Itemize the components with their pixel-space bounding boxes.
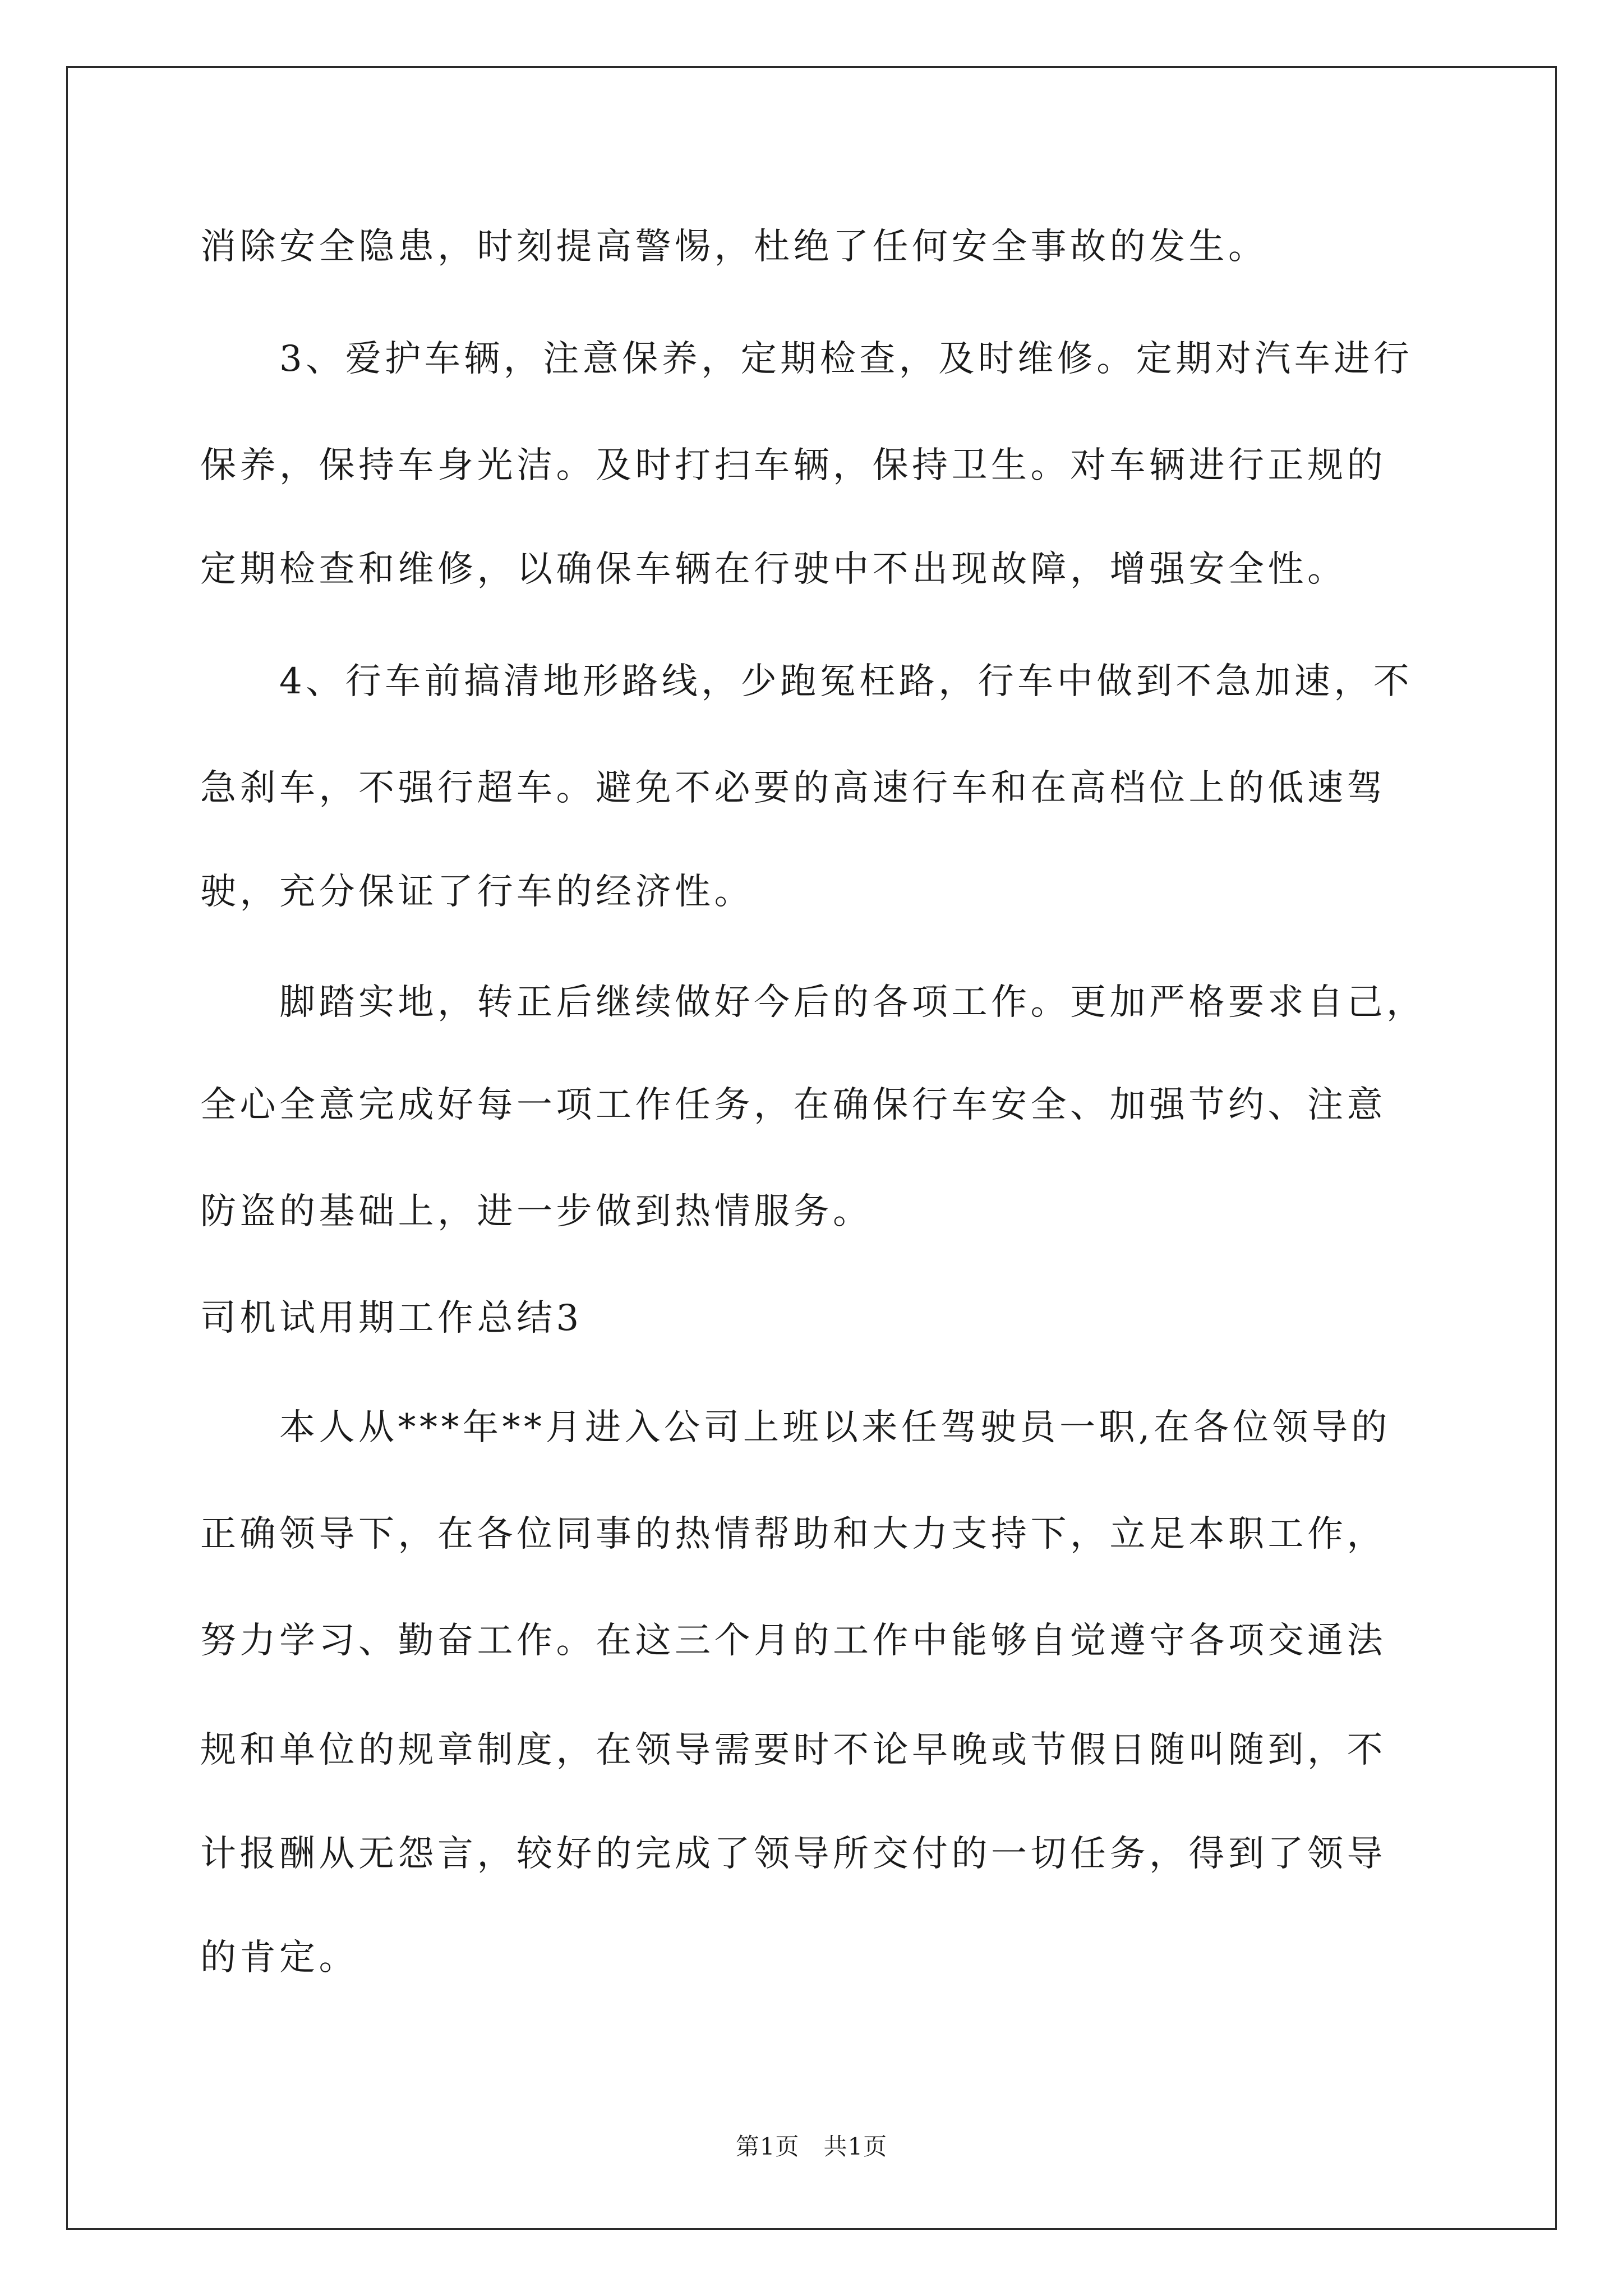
text-line: 3、爱护车辆，注意保养，定期检查，及时维修。定期对汽车进行 — [200, 338, 1413, 380]
text-line: 4、行车前搞清地形路线，少跑冤枉路，行车中做到不急加速，不 — [200, 661, 1413, 702]
text-line: 急刹车，不强行超车。避免不必要的高速行车和在高档位上的低速驾 — [200, 767, 1386, 809]
text-line: 努力学习、勤奋工作。在这三个月的工作中能够自觉遵守各项交通法 — [200, 1620, 1386, 1662]
text-line: 防盗的基础上，进一步做到热情服务。 — [200, 1191, 873, 1232]
text-line: 脚踏实地，转正后继续做好今后的各项工作。更加严格要求自己， — [200, 982, 1426, 1023]
text-line: 的肯定。 — [200, 1937, 358, 1978]
text-line: 消除安全隐患，时刻提高警惕，杜绝了任何安全事故的发生。 — [200, 226, 1268, 268]
page-border — [66, 66, 1557, 2230]
text-line: 定期检查和维修，以确保车辆在行驶中不出现故障，增强安全性。 — [200, 549, 1347, 590]
text-line: 本人从***年**月进入公司上班以来任驾驶员一职,在各位领导的 — [200, 1407, 1391, 1448]
text-line: 正确领导下，在各位同事的热情帮助和大力支持下，立足本职工作， — [200, 1513, 1386, 1555]
section-heading: 司机试用期工作总结3 — [200, 1297, 583, 1339]
page-footer: 第1页 共1页 — [735, 2133, 888, 2160]
text-line: 驶，充分保证了行车的经济性。 — [200, 871, 754, 913]
text-line: 规和单位的规章制度，在领导需要时不论早晚或节假日随叫随到，不 — [200, 1729, 1386, 1771]
text-line: 保养，保持车身光洁。及时打扫车辆，保持卫生。对车辆进行正规的 — [200, 445, 1386, 486]
text-line: 全心全意完成好每一项工作任务，在确保行车安全、加强节约、注意 — [200, 1084, 1386, 1126]
text-line: 计报酬从无怨言，较好的完成了领导所交付的一切任务，得到了领导 — [200, 1833, 1386, 1875]
